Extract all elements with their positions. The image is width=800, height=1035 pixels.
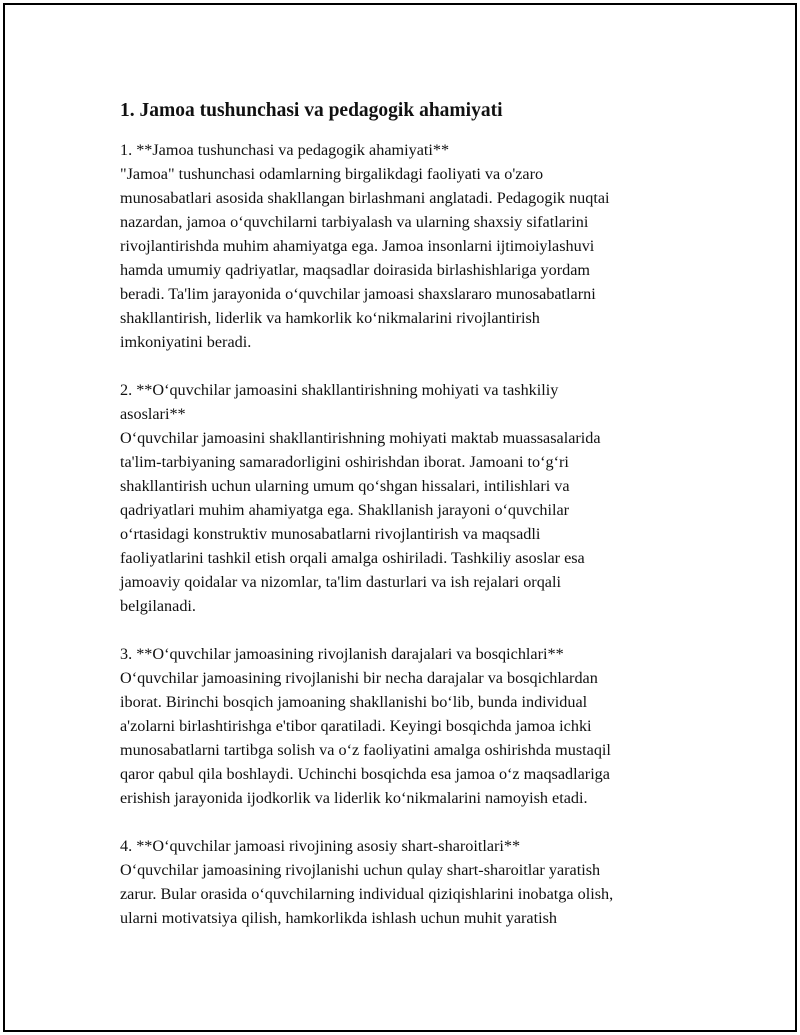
document-page bbox=[3, 3, 797, 1032]
paragraph-1: 1. **Jamoa tushunchasi va pedagogik ahamiyati** "Jamoa" tushunchasi odamlarning birgalikdagi faoliyati va o'zaro munosabatlari asosida shakllangan birlashmani anglatadi. Pedagogik nuqtai nazardan, jamoa oʻquvchilarni tarbiyalash va ularning shaxsiy sifatlarini rivojlantirishda muhim ahamiyatga ega. Jamoa insonlarni ijtimoiylashuvi hamda umumiy qadriyatlar, maqsadlar doirasida birlashishlariga yordam beradi. Ta'lim jarayonida oʻquvchilar jamoasi shaxslararo munosabatlarni shakllantirish, liderlik va hamkorlik koʻnikmalarini rivojlantirish imkoniyatini beradi. bbox=[120, 141, 610, 351]
paragraph-4: 4. **Oʻquvchilar jamoasi rivojining asosiy shart-sharoitlari** Oʻquvchilar jamoasining rivojlanishi uchun qulay shart-sharoitlar yaratish zarur. Bular orasida oʻquvchilarning individual qiziqishlarini inobatga olish, ularni motivatsiya qilish, hamkorlikda ishlash uchun muhit yaratish bbox=[120, 837, 614, 927]
paragraph-2: 2. **Oʻquvchilar jamoasini shakllantirishning mohiyati va tashkiliy asoslari** Oʻquvchilar jamoasini shakllantirishning mohiyati maktab muassasalarida ta'lim-tarbiyaning samaradorligini oshirishdan iborat. Jamoani toʻgʻri shakllantirish uchun ularning umum qoʻshgan hissalari, intilishlari va qadriyatlari muhim ahamiyatga ega. Shakllanish jarayoni oʻquvchilar oʻrtasidagi konstruktiv munosabatlarni rivojlantirish va maqsadli faoliyatlarini tashkil etish orqali amalga oshiriladi. Tashkiliy asoslar esa jamoaviy qoidalar va nizomlar, ta'lim dasturlari va ish rejalari orqali belgilanadi. bbox=[120, 381, 601, 615]
paragraph-3: 3. **Oʻquvchilar jamoasining rivojlanish darajalari va bosqichlari** Oʻquvchilar jamoasining rivojlanishi bir necha darajalar va bosqichlardan iborat. Birinchi bosqich jamoaning shakllanishi boʻlib, bunda individual a'zolarni birlashtirishga e'tibor qaratiladi. Keyingi bosqichda jamoa ichki munosabatlarni tartibga solish va oʻz faoliyatini amalga oshirishda mustaqil qaror qabul qila boshlaydi. Uchinchi bosqichda esa jamoa oʻz maqsadlariga erishish jarayonida ijodkorlik va liderlik koʻnikmalarini namoyish etadi. bbox=[120, 645, 611, 807]
document-body bbox=[120, 97, 700, 954]
page-title: 1. Jamoa tushunchasi va pedagogik ahamiyati bbox=[120, 100, 503, 121]
